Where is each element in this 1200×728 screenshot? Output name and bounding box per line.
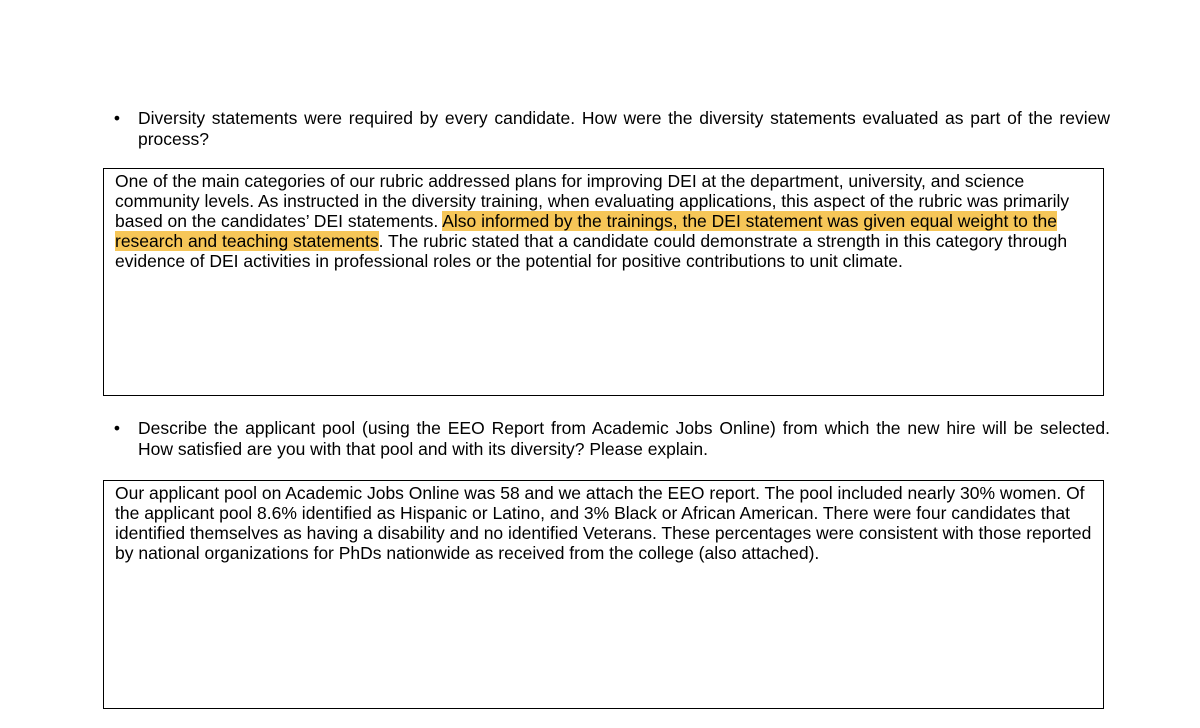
answer-1-highlighted-text: Also informed by the trainings, the DEI statement was given equal weight to the research and teaching statements	[115, 211, 1057, 251]
bullet-icon: •	[113, 418, 121, 438]
answer-box-2	[103, 480, 1104, 709]
answer-1-text-end: . The rubric stated that a candidate could demonstrate a strength in this category through evidence of DEI activities in professional roles or the potential for positive contributions to unit climate.	[115, 231, 1068, 271]
answer-box-1	[103, 168, 1104, 396]
question-2-text: Describe the applicant pool (using the EEO Report from Academic Jobs Online) from which the new hire will be selected. How satisfied are you with that pool and with its diversity? Please explain.	[138, 418, 1110, 459]
question-2	[110, 418, 1110, 462]
question-1	[110, 108, 1110, 152]
bullet-icon: •	[113, 108, 121, 128]
answer-1-text	[115, 171, 1095, 271]
question-1-text: Diversity statements were required by every candidate. How were the diversity statements evaluated as part of the review process?	[138, 108, 1110, 149]
answer-1-text-start: One of the main categories of our rubric addressed plans for improving DEI at the department, university, and science community levels. As instructed in the diversity training, when evaluating applications, this aspect of the rubric was primarily based on the candidates’ DEI statements.	[115, 171, 1070, 231]
answer-2-text: Our applicant pool on Academic Jobs Online was 58 and we attach the EEO report. The pool included nearly 30% women. Of the applicant pool 8.6% identified as Hispanic or Latino, and 3% Black or African American. There were four candidates that identified themselves as having a disability and no identified Veterans. These percentages were consistent with those reported by national organizations for PhDs nationwide as received from the college (also attached).	[115, 483, 1092, 563]
